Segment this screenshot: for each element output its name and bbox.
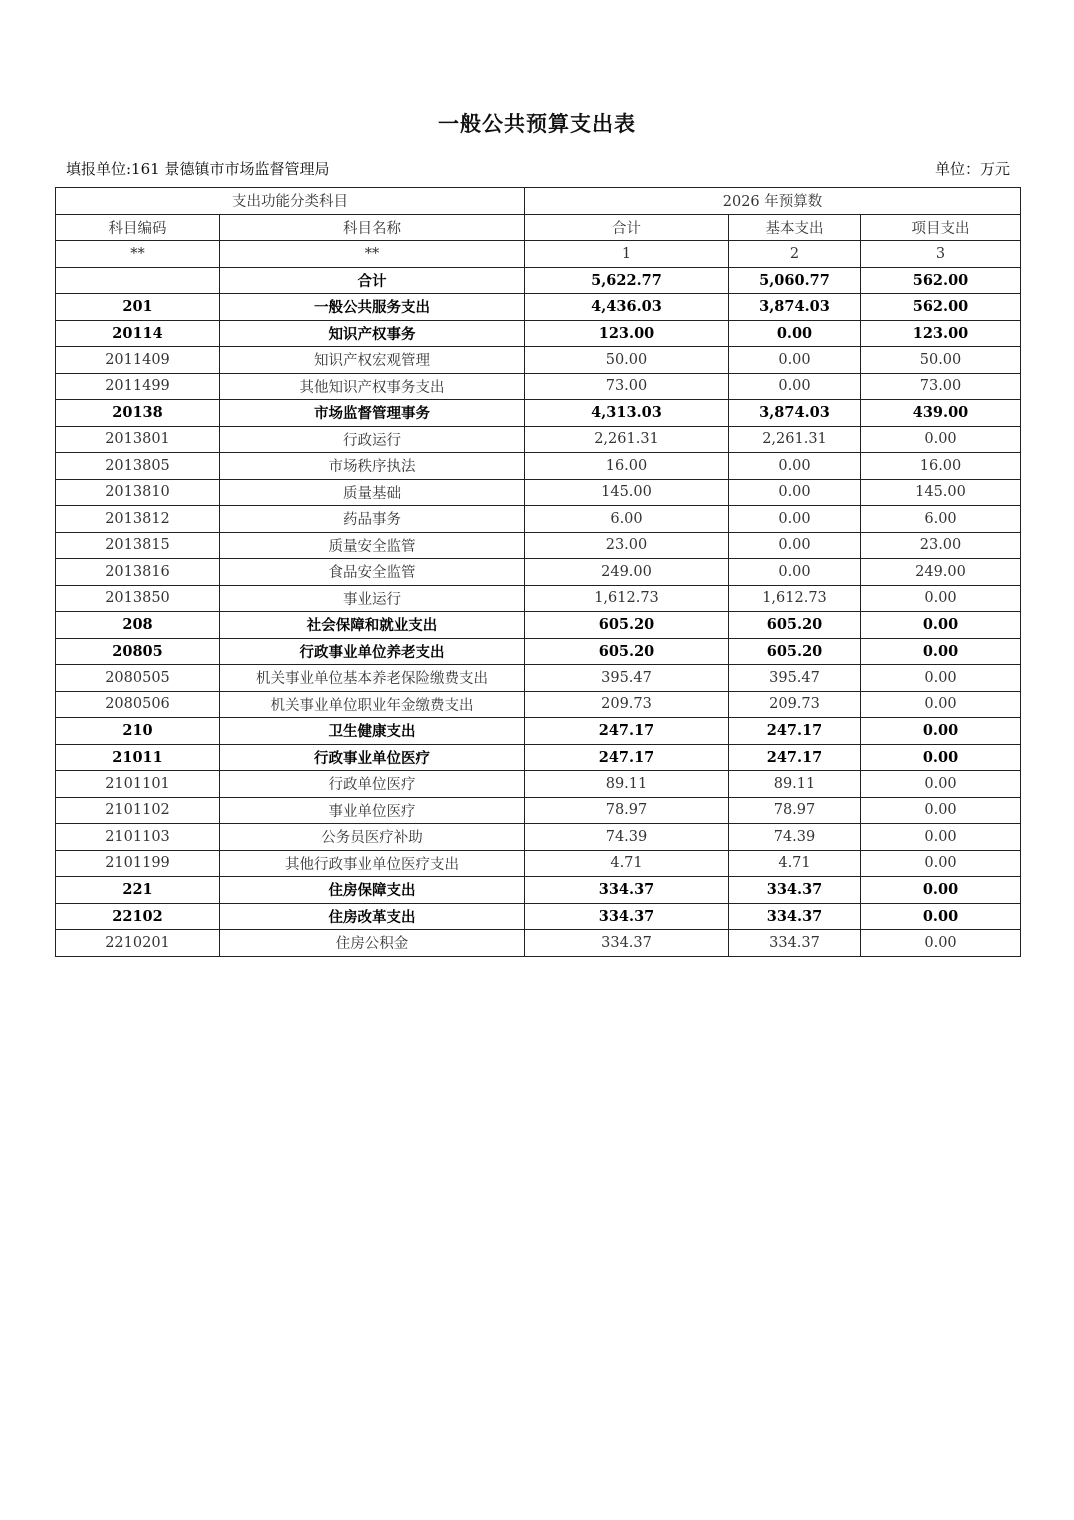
cell-basic: 4.71 (729, 850, 861, 877)
cell-name: 知识产权宏观管理 (220, 347, 525, 374)
cell-code: 201 (56, 294, 220, 321)
cell-basic: 0.00 (729, 532, 861, 559)
table-row (56, 850, 1021, 877)
table-row (56, 612, 1021, 639)
index-project: 3 (861, 241, 1021, 268)
cell-name: 住房改革支出 (220, 903, 525, 930)
cell-total: 145.00 (525, 479, 729, 506)
cell-project: 249.00 (861, 559, 1021, 586)
cell-project: 439.00 (861, 400, 1021, 427)
cell-project: 0.00 (861, 930, 1021, 957)
cell-project: 73.00 (861, 373, 1021, 400)
cell-name: 事业单位医疗 (220, 797, 525, 824)
cell-basic: 1,612.73 (729, 585, 861, 612)
cell-basic: 247.17 (729, 744, 861, 771)
table-row (56, 373, 1021, 400)
cell-code: 22102 (56, 903, 220, 930)
cell-code: 2011499 (56, 373, 220, 400)
cell-project: 123.00 (861, 320, 1021, 347)
cell-project: 0.00 (861, 903, 1021, 930)
header-group-row (56, 188, 1021, 215)
cell-code: 210 (56, 718, 220, 745)
cell-name: 其他知识产权事务支出 (220, 373, 525, 400)
page-title: 一般公共预算支出表 (438, 111, 636, 136)
cell-name: 事业运行 (220, 585, 525, 612)
cell-name: 社会保障和就业支出 (220, 612, 525, 639)
cell-basic: 209.73 (729, 691, 861, 718)
cell-basic: 0.00 (729, 506, 861, 533)
cell-name: 知识产权事务 (220, 320, 525, 347)
cell-project: 0.00 (861, 665, 1021, 692)
cell-project: 0.00 (861, 850, 1021, 877)
cell-total: 4.71 (525, 850, 729, 877)
cell-basic: 605.20 (729, 612, 861, 639)
cell-total: 6.00 (525, 506, 729, 533)
cell-name: 行政事业单位医疗 (220, 744, 525, 771)
cell-name: 住房公积金 (220, 930, 525, 957)
cell-code: 2011409 (56, 347, 220, 374)
cell-basic: 0.00 (729, 320, 861, 347)
cell-total: 4,313.03 (525, 400, 729, 427)
cell-code: 208 (56, 612, 220, 639)
reporting-unit: 填报单位:161 景德镇市市场监督管理局 (66, 160, 330, 178)
cell-name: 一般公共服务支出 (220, 294, 525, 321)
cell-code: 2013810 (56, 479, 220, 506)
budget-table (55, 187, 1021, 957)
cell-name: 质量基础 (220, 479, 525, 506)
table-row (56, 877, 1021, 904)
index-basic: 2 (729, 241, 861, 268)
cell-basic: 395.47 (729, 665, 861, 692)
cell-name: 行政运行 (220, 426, 525, 453)
table-row (56, 665, 1021, 692)
table-row (56, 532, 1021, 559)
header-index-row (56, 241, 1021, 268)
header-project: 项目支出 (861, 214, 1021, 241)
cell-basic: 0.00 (729, 347, 861, 374)
cell-name: 机关事业单位基本养老保险缴费支出 (220, 665, 525, 692)
header-name: 科目名称 (220, 214, 525, 241)
cell-code: 2013815 (56, 532, 220, 559)
cell-basic: 0.00 (729, 453, 861, 480)
table-row (56, 426, 1021, 453)
table-row (56, 638, 1021, 665)
cell-name: 食品安全监管 (220, 559, 525, 586)
cell-total: 23.00 (525, 532, 729, 559)
cell-basic: 247.17 (729, 718, 861, 745)
table-body (56, 267, 1021, 956)
cell-code: 2013801 (56, 426, 220, 453)
cell-code: 2013816 (56, 559, 220, 586)
cell-project: 0.00 (861, 612, 1021, 639)
cell-project: 562.00 (861, 294, 1021, 321)
cell-basic: 0.00 (729, 479, 861, 506)
cell-project: 0.00 (861, 691, 1021, 718)
currency-unit: 单位：万元 (934, 160, 1010, 178)
cell-total: 247.17 (525, 718, 729, 745)
table-row (56, 771, 1021, 798)
cell-code (56, 267, 220, 294)
cell-basic: 334.37 (729, 903, 861, 930)
table-row (56, 903, 1021, 930)
cell-total: 605.20 (525, 612, 729, 639)
table-row (56, 320, 1021, 347)
cell-total: 78.97 (525, 797, 729, 824)
header-total: 合计 (525, 214, 729, 241)
cell-total: 334.37 (525, 930, 729, 957)
header-column-row (56, 214, 1021, 241)
cell-basic: 3,874.03 (729, 294, 861, 321)
cell-code: 2210201 (56, 930, 220, 957)
cell-code: 2101102 (56, 797, 220, 824)
cell-code: 20138 (56, 400, 220, 427)
cell-code: 20114 (56, 320, 220, 347)
cell-total: 73.00 (525, 373, 729, 400)
table-row (56, 797, 1021, 824)
cell-basic: 74.39 (729, 824, 861, 851)
table-row (56, 585, 1021, 612)
cell-project: 562.00 (861, 267, 1021, 294)
table-row (56, 718, 1021, 745)
cell-code: 2080506 (56, 691, 220, 718)
cell-project: 50.00 (861, 347, 1021, 374)
cell-name: 卫生健康支出 (220, 718, 525, 745)
header-basic: 基本支出 (729, 214, 861, 241)
cell-code: 2101103 (56, 824, 220, 851)
cell-code: 20805 (56, 638, 220, 665)
table-header (56, 188, 1021, 268)
cell-name: 药品事务 (220, 506, 525, 533)
cell-total: 395.47 (525, 665, 729, 692)
cell-project: 0.00 (861, 585, 1021, 612)
cell-project: 0.00 (861, 824, 1021, 851)
table-row (56, 479, 1021, 506)
table-row (56, 744, 1021, 771)
cell-total: 50.00 (525, 347, 729, 374)
cell-total: 1,612.73 (525, 585, 729, 612)
table-row (56, 930, 1021, 957)
cell-name: 质量安全监管 (220, 532, 525, 559)
header-function-classification: 支出功能分类科目 (56, 188, 525, 215)
cell-name: 合计 (220, 267, 525, 294)
cell-project: 0.00 (861, 797, 1021, 824)
table-row (56, 294, 1021, 321)
cell-total: 16.00 (525, 453, 729, 480)
table-row (56, 267, 1021, 294)
cell-name: 市场秩序执法 (220, 453, 525, 480)
cell-basic: 334.37 (729, 877, 861, 904)
cell-name: 行政单位医疗 (220, 771, 525, 798)
header-budget-year: 2026 年预算数 (525, 188, 1021, 215)
index-code: ** (56, 241, 220, 268)
table-row (56, 400, 1021, 427)
cell-basic: 334.37 (729, 930, 861, 957)
cell-total: 2,261.31 (525, 426, 729, 453)
cell-code: 2101199 (56, 850, 220, 877)
cell-project: 0.00 (861, 718, 1021, 745)
cell-basic: 0.00 (729, 559, 861, 586)
cell-name: 行政事业单位养老支出 (220, 638, 525, 665)
cell-basic: 2,261.31 (729, 426, 861, 453)
table-row (56, 824, 1021, 851)
cell-code: 2013812 (56, 506, 220, 533)
cell-project: 0.00 (861, 877, 1021, 904)
cell-total: 249.00 (525, 559, 729, 586)
cell-basic: 89.11 (729, 771, 861, 798)
table-row (56, 347, 1021, 374)
cell-project: 145.00 (861, 479, 1021, 506)
cell-basic: 5,060.77 (729, 267, 861, 294)
cell-code: 221 (56, 877, 220, 904)
cell-total: 209.73 (525, 691, 729, 718)
cell-code: 2080505 (56, 665, 220, 692)
cell-name: 公务员医疗补助 (220, 824, 525, 851)
cell-basic: 605.20 (729, 638, 861, 665)
cell-total: 4,436.03 (525, 294, 729, 321)
cell-total: 123.00 (525, 320, 729, 347)
cell-name: 机关事业单位职业年金缴费支出 (220, 691, 525, 718)
cell-name: 市场监督管理事务 (220, 400, 525, 427)
cell-total: 247.17 (525, 744, 729, 771)
cell-project: 0.00 (861, 744, 1021, 771)
cell-code: 2013850 (56, 585, 220, 612)
index-name: ** (220, 241, 525, 268)
cell-name: 其他行政事业单位医疗支出 (220, 850, 525, 877)
cell-basic: 0.00 (729, 373, 861, 400)
cell-project: 0.00 (861, 638, 1021, 665)
cell-project: 6.00 (861, 506, 1021, 533)
cell-name: 住房保障支出 (220, 877, 525, 904)
cell-code: 2101101 (56, 771, 220, 798)
cell-basic: 3,874.03 (729, 400, 861, 427)
cell-basic: 78.97 (729, 797, 861, 824)
table-row (56, 559, 1021, 586)
cell-total: 89.11 (525, 771, 729, 798)
cell-total: 605.20 (525, 638, 729, 665)
cell-total: 334.37 (525, 903, 729, 930)
cell-code: 21011 (56, 744, 220, 771)
table-row (56, 506, 1021, 533)
cell-project: 0.00 (861, 426, 1021, 453)
table-row (56, 691, 1021, 718)
cell-total: 74.39 (525, 824, 729, 851)
header-code: 科目编码 (56, 214, 220, 241)
index-total: 1 (525, 241, 729, 268)
cell-code: 2013805 (56, 453, 220, 480)
cell-total: 334.37 (525, 877, 729, 904)
cell-project: 16.00 (861, 453, 1021, 480)
cell-total: 5,622.77 (525, 267, 729, 294)
table-row (56, 453, 1021, 480)
cell-project: 0.00 (861, 771, 1021, 798)
cell-project: 23.00 (861, 532, 1021, 559)
